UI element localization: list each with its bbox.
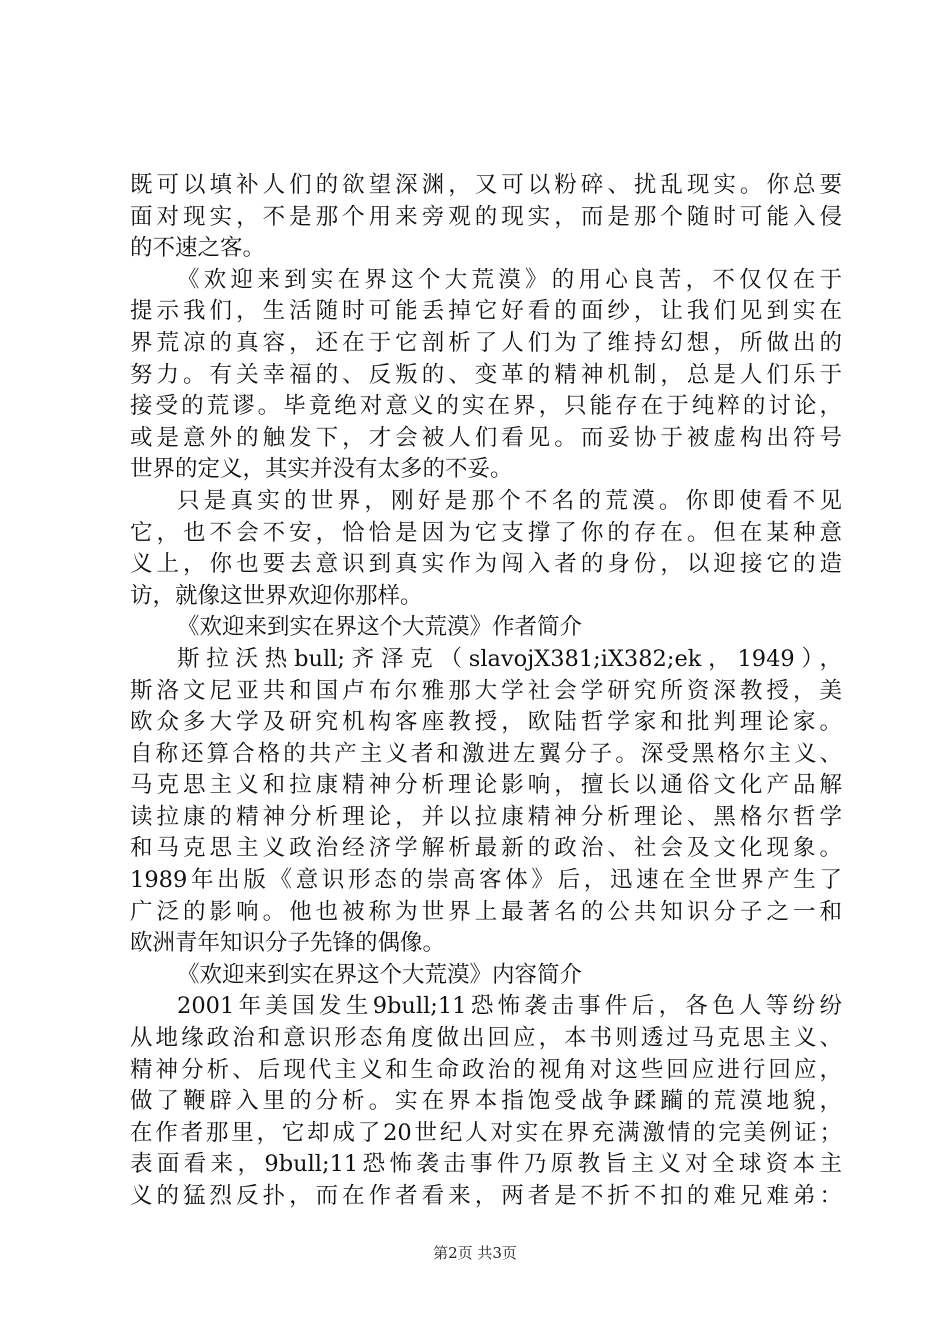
text-line: 做了鞭辟入里的分析。实在界本指饱受战争蹂躏的荒漠地貌， (130, 1088, 842, 1115)
text-line: 面对现实，不是那个用来旁观的现实，而是那个随时可能入侵 (130, 203, 842, 230)
text-line: 欧洲青年知识分子先锋的偶像。 (130, 930, 446, 957)
text-line: 界荒凉的真容，还在于它剖析了人们为了维持幻想，所做出的 (130, 329, 842, 356)
text-line: 精神分析、后现代主义和生命政治的视角对这些回应进行回应， (130, 1056, 842, 1083)
text-line: 从地缘政治和意识形态角度做出回应，本书则透过马克思主义、 (130, 1025, 842, 1052)
text-line: 只是真实的世界，刚好是那个不名的荒漠。你即使看不见 (177, 487, 842, 514)
text-line: 广泛的影响。他也被称为世界上最著名的公共知识分子之一和 (130, 898, 842, 925)
section-heading: 《欢迎来到实在界这个大荒漠》内容简介 (177, 961, 583, 988)
text-line: 欧众多大学及研究机构客座教授，欧陆哲学家和批判理论家。 (130, 709, 842, 736)
text-line: 读拉康的精神分析理论，并以拉康精神分析理论、黑格尔哲学 (130, 803, 842, 830)
text-line: 2001年美国发生9bull;11恐怖袭击事件后，各色人等纷纷 (177, 993, 842, 1020)
text-line: 它，也不会不安，恰恰是因为它支撑了你的存在。但在某种意 (130, 519, 842, 546)
text-line: 斯洛文尼亚共和国卢布尔雅那大学社会学研究所资深教授，美 (130, 677, 842, 704)
text-line: 《欢迎来到实在界这个大荒漠》的用心良苦，不仅仅在于 (177, 266, 842, 293)
text-line: 自称还算合格的共产主义者和激进左翼分子。深受黑格尔主义、 (130, 740, 842, 767)
text-line: 和马克思主义政治经济学解析最新的政治、社会及文化现象。 (130, 835, 842, 862)
text-line: 世界的定义，其实并没有太多的不妥。 (130, 456, 513, 483)
text-line: 义上，你也要去意识到真实作为闯入者的身份，以迎接它的造 (130, 551, 842, 578)
text-line: 既可以填补人们的欲望深渊，又可以粉碎、扰乱现实。你总要 (130, 172, 842, 198)
text-line: 提示我们，生活随时可能丢掉它好看的面纱，让我们见到实在 (130, 298, 842, 325)
text-line: 或是意外的触发下，才会被人们看见。而妥协于被虚构出符号 (130, 424, 842, 451)
text-line: 努力。有关幸福的、反叛的、变革的精神机制，总是人们乐于 (130, 361, 842, 388)
page-number-footer: 第2页 共3页 (433, 1244, 517, 1262)
text-line: 马克思主义和拉康精神分析理论影响，擅长以通俗文化产品解 (130, 772, 842, 799)
body-text (130, 170, 842, 1213)
text-line: 的不速之客。 (130, 235, 266, 262)
text-line: 斯拉沃热bull;齐泽克（slavojX381;iX382;ek，1949）， (177, 645, 842, 672)
text-line: 义的猛烈反扑，而在作者看来，两者是不折不扣的难兄难弟： (130, 1183, 842, 1209)
section-heading: 《欢迎来到实在界这个大荒漠》作者简介 (177, 614, 583, 641)
text-line: 表面看来，9bull;11恐怖袭击事件乃原教旨主义对全球资本主 (130, 1151, 842, 1178)
text-line: 接受的荒谬。毕竟绝对意义的实在界，只能存在于纯粹的讨论， (130, 393, 842, 420)
text-line: 在作者那里，它却成了20世纪人对实在界充满激情的完美例证； (130, 1119, 842, 1146)
text-line: 1989年出版《意识形态的崇高客体》后，迅速在全世界产生了 (130, 867, 842, 894)
text-line: 访，就像这世界欢迎你那样。 (130, 582, 423, 609)
